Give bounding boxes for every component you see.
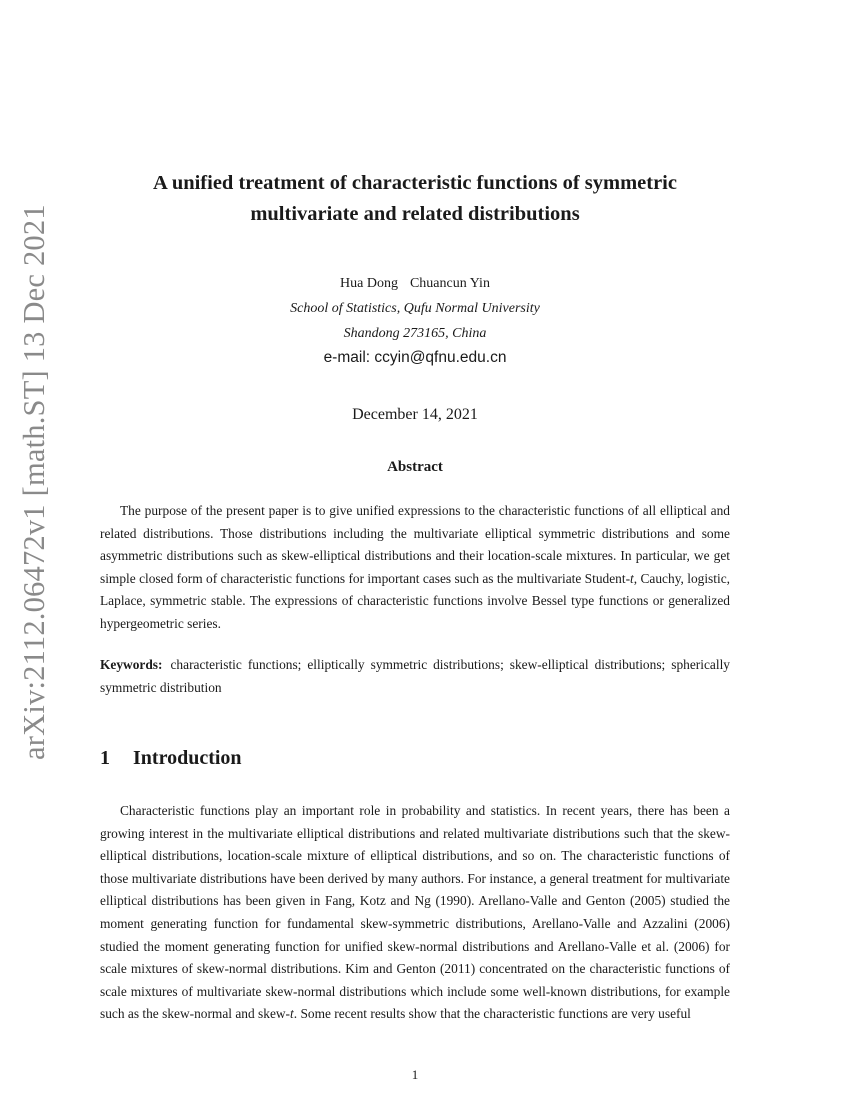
author-list	[100, 274, 730, 294]
arxiv-identifier-stamp: arXiv:2112.06472v1 [math.ST] 13 Dec 2021	[17, 204, 51, 760]
section-number: 1	[100, 747, 110, 769]
keywords-label: Keywords:	[100, 657, 163, 672]
affiliation-line-1: School of Statistics, Qufu Normal University	[290, 301, 540, 316]
author-email: e-mail: ccyin@qfnu.edu.cn	[323, 349, 507, 366]
affiliation-line-2: Shandong 273165, China	[343, 326, 487, 341]
author-name: Hua Dong	[340, 276, 398, 291]
abstract-body	[100, 500, 730, 636]
intro-text-part-2: . Some recent results show that the characteristic functions are very useful	[293, 1006, 691, 1022]
keywords-paragraph	[100, 654, 730, 699]
abstract-paragraph	[100, 500, 730, 636]
paper-title-line-2: multivariate and related distributions	[250, 203, 580, 225]
paper-title-line-1: A unified treatment of characteristic functions of symmetric	[153, 172, 677, 194]
keywords-text: characteristic functions; elliptically symmetric distributions; skew-elliptical distributions; spherically symmetric distribution	[100, 657, 730, 695]
section-title: Introduction	[133, 747, 242, 769]
author-name: Chuancun Yin	[409, 276, 490, 291]
abstract-heading: Abstract	[387, 459, 443, 475]
introduction-paragraph	[100, 800, 730, 1026]
paper-title	[100, 168, 730, 230]
abstract-text-part-2: , Cauchy, logistic, Laplace, symmetric stable. The expressions of characteristic functions involve Bessel type functions or generalized hypergeometric series.	[100, 570, 731, 631]
abstract-italic-t: t	[630, 570, 634, 586]
intro-italic-t: t	[290, 1006, 294, 1022]
publication-date: December 14, 2021	[352, 406, 478, 423]
abstract-text-part-1: The purpose of the present paper is to give unified expressions to the characteristic functions of all elliptical and related distributions. Those distributions including the multivariate elliptical symmetric distributions and some asymmetric distributions such as skew-elliptical distributions and their location-scale mixtures. In particular, we get simple closed form of characteristic functions for important cases such as the multivariate Student-	[100, 503, 730, 586]
introduction-body	[100, 800, 730, 1026]
intro-text-part-1: Characteristic functions play an important role in probability and statistics. In recent years, there has been a growing interest in the multivariate elliptical distributions and related multivariate distributions such that the skew-elliptical distributions, location-scale mixture of elliptical distributions, and so on. The characteristic functions of those multivariate distributions have been derived by many authors. For instance, a general treatment for multivariate elliptical distributions has been given in Fang, Kotz and Ng (1990). Arellano-Valle and Genton (2005) studied the moment generating function for fundamental skew-symmetric distributions, Arellano-Valle and Azzalini (2006) studied the moment generating function for unified skew-normal distributions and Arellano-Valle et al. (2006) for scale mixtures of skew-normal distributions. Kim and Genton (2011) concentrated on the characteristic functions of scale mixtures of multivariate skew-normal distributions which include some well-known distributions, for example such as the skew-normal and skew-	[100, 803, 730, 1022]
keywords-block	[100, 654, 730, 699]
page-number: 1	[411, 1067, 419, 1082]
section-heading-introduction	[100, 744, 730, 772]
